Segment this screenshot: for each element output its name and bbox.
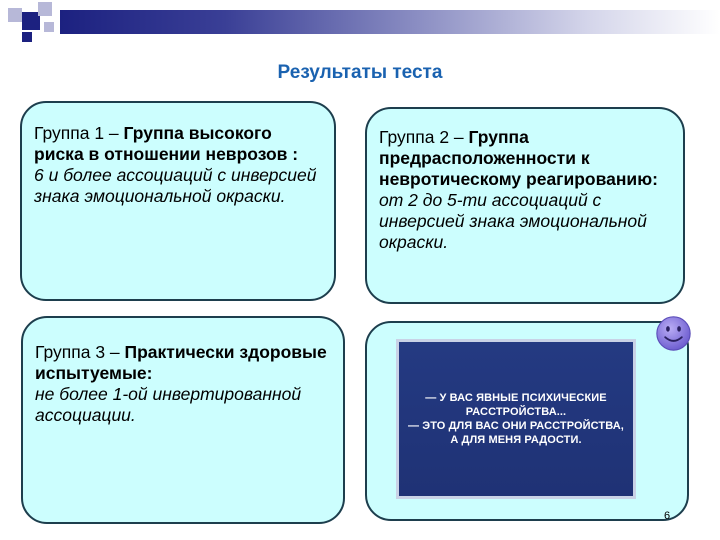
group-2-description: от 2 до 5-ти ассоциаций с инверсией знака эмоциональной окраски. (379, 190, 647, 252)
deco-square (38, 2, 52, 16)
group-1-name: Группа высокого риска в отношении неврозов : (34, 123, 299, 164)
group-1-prefix: Группа 1 – (34, 123, 124, 143)
group-3-card (21, 316, 345, 524)
deco-square (22, 32, 32, 42)
joke-text: — У ВАС ЯВНЫЕ ПСИХИЧЕСКИЕ РАССТРОЙСТВА... — ЭТО ДЛЯ ВАС ОНИ РАССТРОЙСТВА, А ДЛЯ МЕНЯ РАДОСТИ. (408, 392, 624, 446)
group-1-description: 6 и более ассоциаций с инверсией знака эмоциональной окраски. (34, 165, 317, 206)
group-3-description: не более 1-ой инвертированной ассоциации. (35, 384, 302, 425)
group-3-name: Практически здоровые испытуемые: (35, 342, 327, 383)
deco-square (44, 22, 54, 32)
joke-card (365, 321, 689, 521)
group-1-card (20, 101, 336, 301)
group-2-card (365, 107, 685, 304)
group-2-prefix: Группа 2 – (379, 127, 469, 147)
smiley-icon (655, 315, 692, 352)
group-2-name: Группа предрасположенности к невротическому реагированию: (379, 127, 658, 189)
deco-square (8, 8, 22, 22)
joke-image-panel (396, 339, 636, 499)
slide-title: Результаты теста (277, 62, 443, 83)
header-gradient-band (60, 10, 720, 34)
group-3-prefix: Группа 3 – (35, 342, 125, 362)
page-number: 6 (664, 510, 671, 522)
